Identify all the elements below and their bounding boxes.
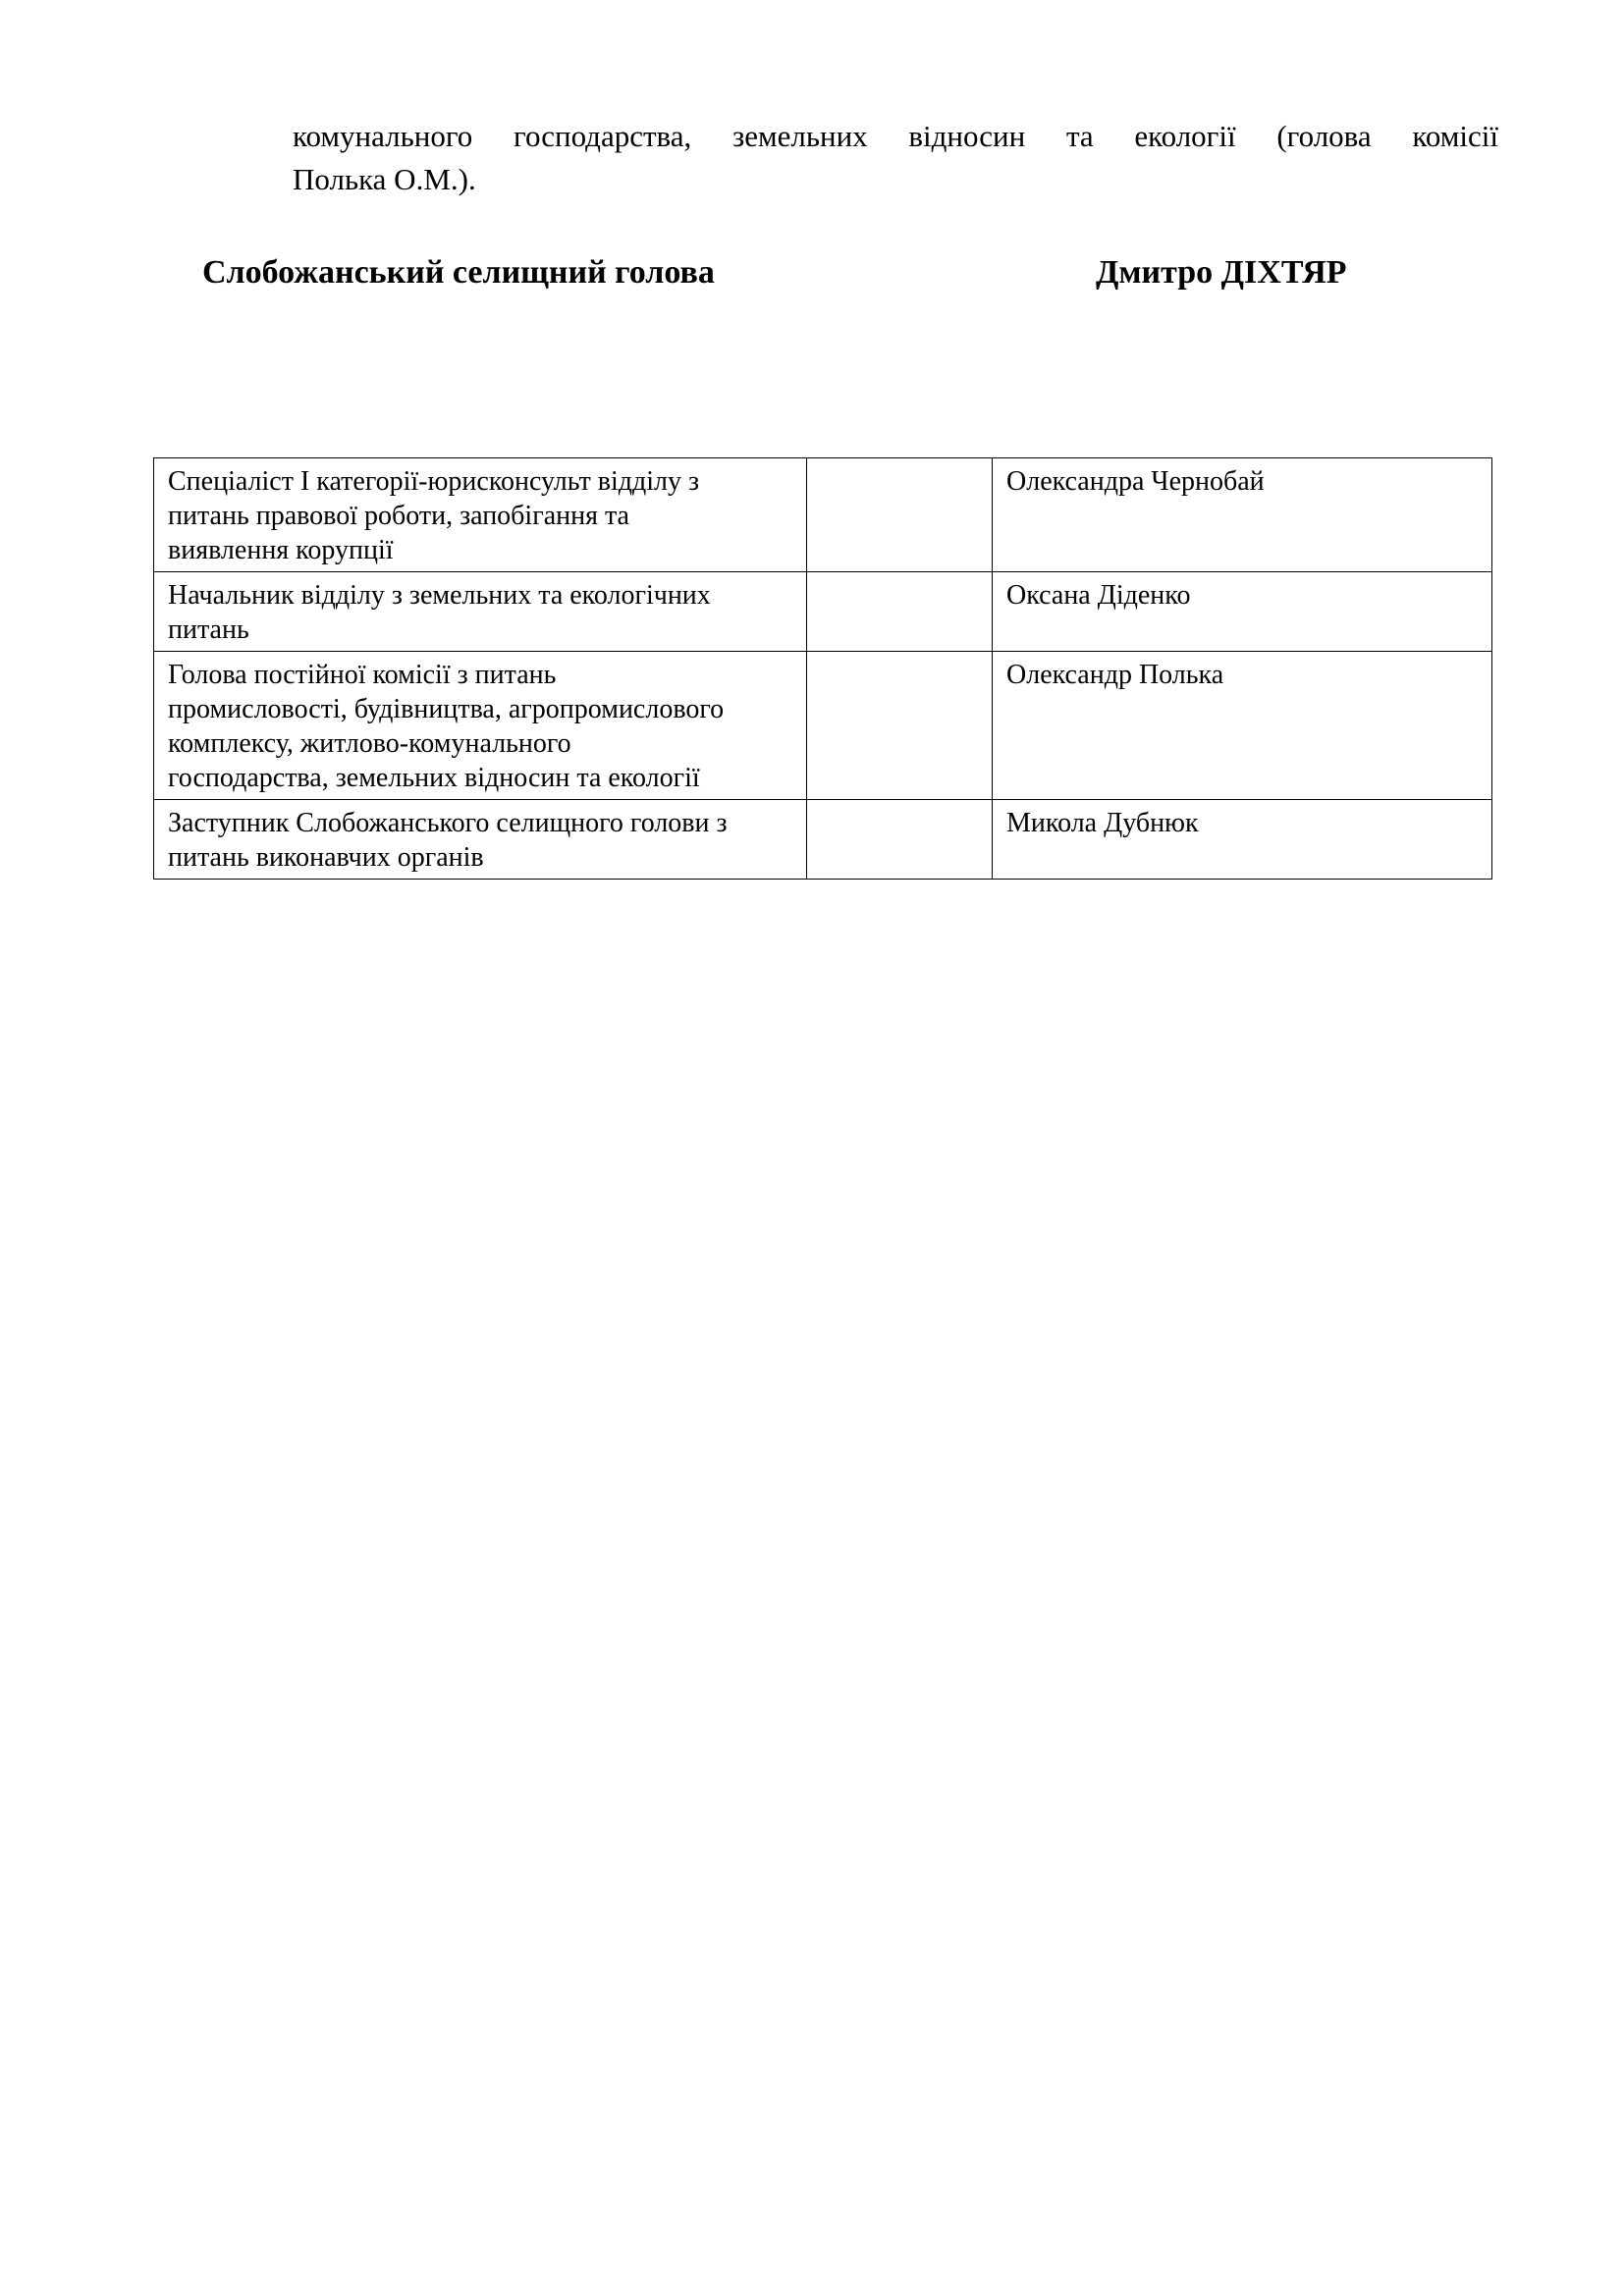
position-cell [154, 652, 807, 800]
resolution-paragraph-tail [293, 115, 1498, 201]
position-line: комплексу, житлово-комунального [168, 728, 571, 759]
table-row [154, 800, 1492, 880]
signature-cell [807, 458, 993, 572]
table-row [154, 572, 1492, 652]
position-line: Голова постійної комісії з питань [168, 660, 557, 690]
paragraph-line: Полька О.М.). [293, 162, 476, 196]
signature-cell [807, 652, 993, 800]
position-cell [154, 458, 807, 572]
table-row [154, 458, 1492, 572]
name-cell: Олександра Чернобай [993, 458, 1492, 572]
table-row [154, 652, 1492, 800]
position-line: питань виконавчих органів [168, 842, 484, 873]
position-line: питань правової роботи, запобігання та [168, 501, 629, 531]
position-cell [154, 800, 807, 880]
approval-table [153, 457, 1492, 880]
signatory-name: Дмитро ДІХТЯР [1096, 254, 1347, 291]
position-line: Заступник Слобожанського селищного голови з [168, 808, 728, 838]
name-cell: Оксана Діденко [993, 572, 1492, 652]
name-cell: Микола Дубнюк [993, 800, 1492, 880]
paragraph-line: комунального господарства, земельних відносин та екології (голова комісії [293, 119, 1498, 153]
position-line: Начальник відділу з земельних та екологічних [168, 580, 711, 611]
position-line: Спеціаліст І категорії-юрисконсульт відділу з [168, 466, 700, 497]
position-line: виявлення корупції [168, 535, 394, 565]
position-line: питань [168, 614, 249, 645]
name-cell: Олександр Полька [993, 652, 1492, 800]
signatory-title: Слобожанський селищний голова [202, 254, 715, 291]
position-line: промисловості, будівництва, агропромислового [168, 694, 725, 724]
position-line: господарства, земельних відносин та екології [168, 763, 700, 793]
position-cell [154, 572, 807, 652]
signature-cell [807, 800, 993, 880]
signature-cell [807, 572, 993, 652]
